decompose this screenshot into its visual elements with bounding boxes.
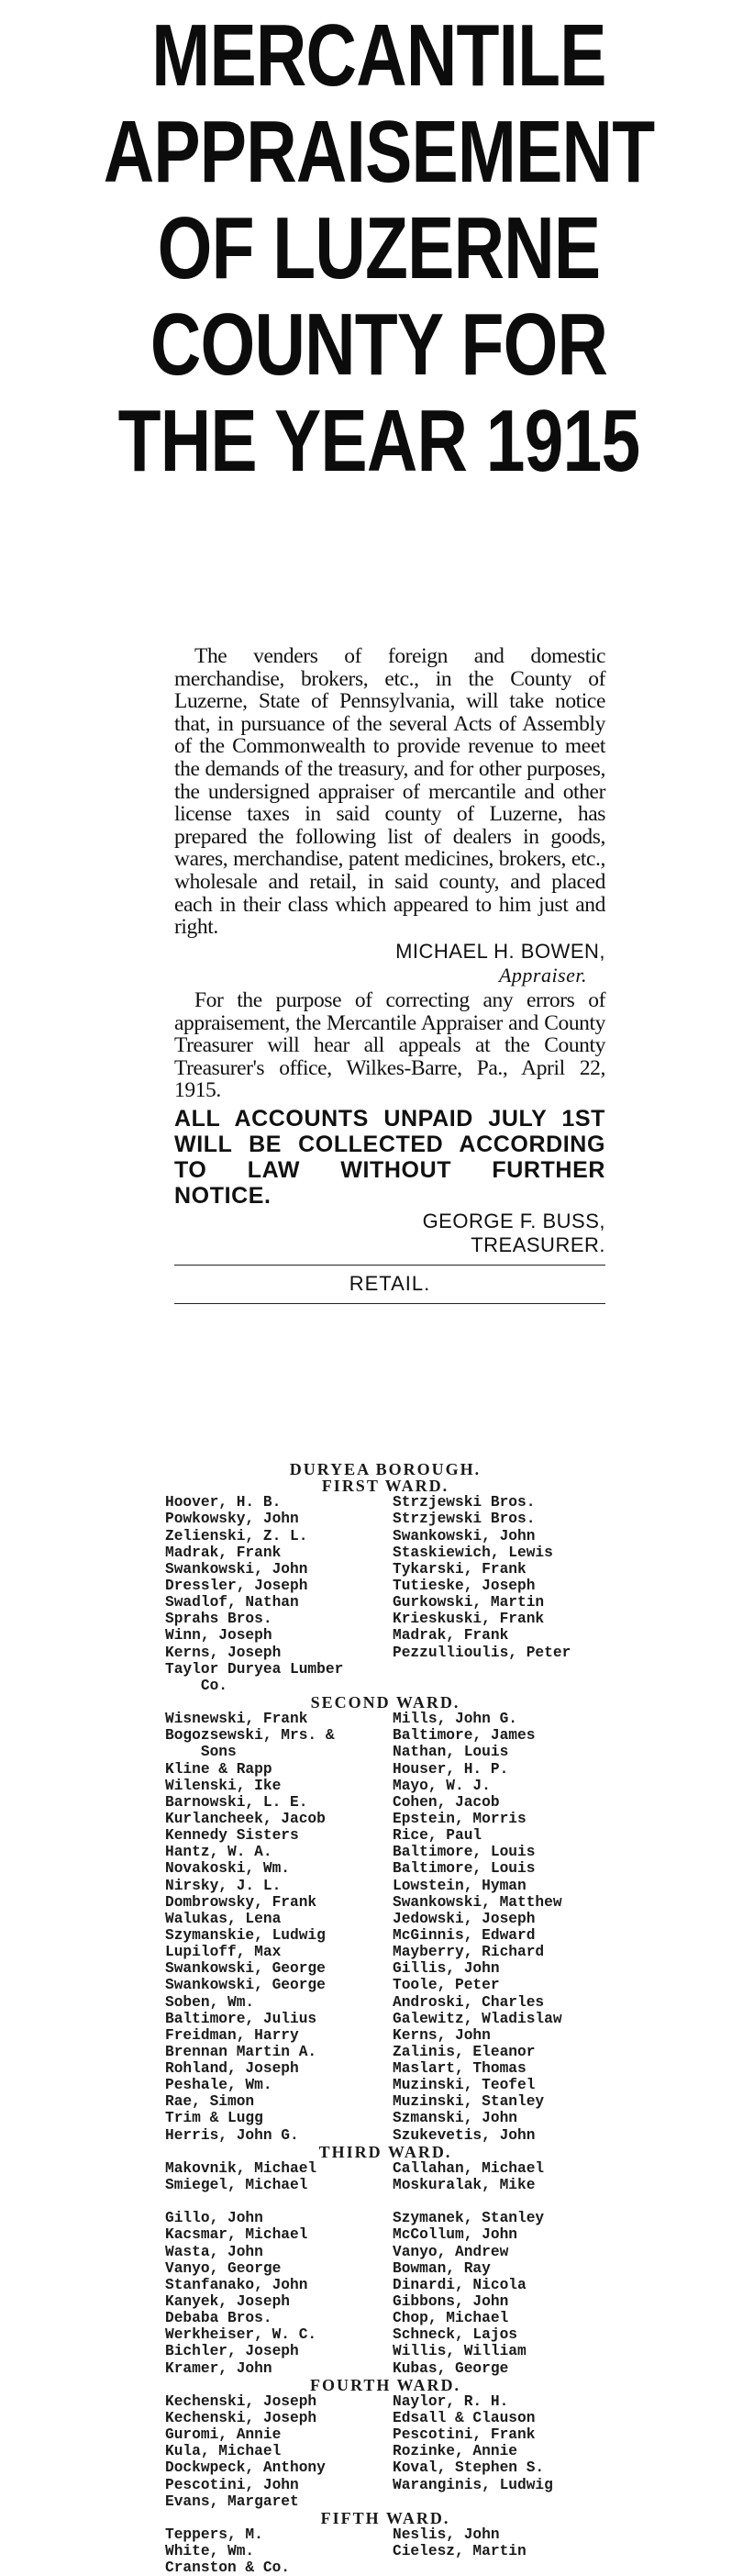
dealer-row (165, 2077, 605, 2093)
dealer-right (385, 1661, 605, 1678)
dealer-row (165, 1661, 605, 1678)
dealer-right: Moskuralak, Mike (393, 2177, 536, 2194)
dealer-row (165, 2226, 605, 2243)
dealer-left: Debaba Bros. (165, 2310, 272, 2327)
dealer-left: Bogozsewski, Mrs. & (165, 1727, 335, 1745)
dealer-left: Winn, Joseph (165, 1627, 272, 1645)
dealer-row (165, 1578, 605, 1594)
dealer-left: Kanyek, Joseph (165, 2293, 290, 2311)
dealer-right: Vanyo, Andrew (393, 2243, 509, 2260)
dealer-left: Stanfanako, John (165, 2276, 308, 2293)
dealer-row (165, 2127, 605, 2144)
dealer-row (165, 1544, 605, 1561)
dealer-right: Chop, Michael (393, 2310, 509, 2327)
dealer-right: Madrak, Frank (393, 1627, 509, 1645)
dealer-left: Hoover, H. B. (165, 1494, 282, 1511)
dealer-row (165, 2110, 605, 2126)
dealer-row (165, 2459, 605, 2476)
dealer-row (165, 1594, 605, 1611)
dealer-row (165, 2393, 605, 2410)
divider (174, 1303, 605, 1304)
dealer-row (165, 2493, 605, 2510)
dealer-right: Neslis, John (393, 2526, 500, 2543)
dealer-left: Swankowski, George (165, 1977, 326, 1994)
dealer-row (165, 2260, 605, 2277)
dealer-row (165, 1561, 605, 1578)
dealer-right: Mayberry, Richard (393, 1944, 545, 1961)
dealer-right: Swankowski, Matthew (393, 1893, 562, 1911)
dealer-left: Soben, Wm. (165, 1993, 255, 2011)
dealer-right: Swankowski, John (393, 1527, 536, 1544)
headline-line: COUNTY FOR (150, 296, 608, 394)
dealer-row (165, 1744, 605, 1760)
dealer-right: Koval, Stephen S. (393, 2459, 545, 2477)
dealer-left: Walukas, Lena (165, 1910, 282, 1927)
dealer-left: Rohland, Joseph (165, 2060, 299, 2078)
dealer-row (165, 1645, 605, 1661)
dealer-left: Baltimore, Julius (165, 2010, 317, 2027)
dealer-left: Vanyo, George (165, 2259, 282, 2277)
dealer-left (165, 2193, 385, 2210)
dealer-left: Kula, Michael (165, 2443, 282, 2460)
dealer-row (165, 2360, 605, 2377)
dealer-left: Smiegel, Michael (165, 2177, 308, 2194)
dealer-row (165, 2244, 605, 2260)
dealer-row (165, 1827, 605, 1844)
dealer-row (165, 2044, 605, 2060)
dealer-right: Maslart, Thomas (393, 2060, 527, 2078)
dealer-left: Werkheiser, W. C. (165, 2326, 317, 2344)
dealer-left: Swadlof, Nathan (165, 1594, 299, 1611)
dealer-row (165, 1894, 605, 1911)
dealer-left: Taylor Duryea Lumber (165, 1660, 344, 1678)
dealer-right: Nathan, Louis (393, 1744, 509, 1761)
dealer-left: Rae, Simon (165, 2093, 255, 2111)
dealer-right: Staskiewich, Lewis (393, 1544, 553, 1561)
appraiser-name: MICHAEL H. BOWEN, (395, 939, 605, 963)
dealer-row (165, 1927, 605, 1944)
dealer-row (165, 1911, 605, 1927)
dealer-row (165, 2559, 605, 2576)
dealer-row (165, 2526, 605, 2543)
dealer-right: Szukevetis, John (393, 2126, 536, 2144)
headline-line: APPRAISEMENT (103, 103, 655, 201)
ward-title: SECOND WARD. (310, 1692, 460, 1712)
headline-line: THE YEAR 1915 (117, 392, 640, 490)
dealer-left: Kurlancheek, Jacob (165, 1810, 326, 1827)
dealer-left: Nirsky, J. L. (165, 1877, 282, 1894)
dealer-row (165, 1844, 605, 1860)
dealer-right: Muzinski, Stanley (393, 2093, 545, 2111)
dealer-row (165, 2060, 605, 2077)
caps-notice: ALL ACCOUNTS UNPAID JULY 1ST WILL BE COLLECTED ACCORDING TO LAW WITHOUT FURTHER NOTICE. (174, 1105, 605, 1209)
headline-line: OF LUZERNE (157, 199, 601, 297)
dealer-row (165, 2177, 605, 2193)
dealer-right: Rice, Paul (393, 1827, 482, 1845)
dealer-left: Barnowski, L. E. (165, 1793, 308, 1811)
section-retail: RETAIL. (349, 1272, 431, 1296)
dealer-row (165, 1860, 605, 1877)
dealer-right: Waranginis, Ludwig (393, 2476, 553, 2493)
dealer-row (165, 1611, 605, 1627)
dealer-right: Gibbons, John (393, 2293, 509, 2311)
dealer-left: Wisnewski, Frank (165, 1711, 308, 1728)
dealer-left: Kennedy Sisters (165, 1827, 299, 1845)
dealer-left: Sons (165, 1744, 237, 1761)
appeal-paragraph: For the purpose of correcting any errors of appraisement, the Mercantile Appraiser and County Treasurer will hear all appeals at the County Treasurer's office, Wilkes-Barre, Pa., April 22, 1915. (174, 987, 605, 1103)
dealer-right: Szmanski, John (393, 2110, 517, 2127)
dealer-right: Epstein, Morris (393, 1810, 527, 1827)
headline-line: MERCANTILE (151, 6, 606, 105)
dealer-row (165, 2310, 605, 2326)
dealer-right: Cielesz, Martin (393, 2543, 527, 2560)
dealer-row (165, 2210, 605, 2226)
ward-title: FIRST WARD. (321, 1477, 449, 1496)
dealer-right: Gillis, John (393, 1960, 500, 1978)
dealer-left: Sprahs Bros. (165, 1611, 272, 1628)
dealer-row (165, 2093, 605, 2110)
appraiser-title: Appraiser. (498, 964, 587, 987)
dealer-right: Tykarski, Frank (393, 1560, 527, 1578)
dealer-right: Androski, Charles (393, 1993, 545, 2011)
dealer-left: Kacsmar, Michael (165, 2226, 308, 2244)
dealer-right: Mills, John G. (393, 1711, 517, 1728)
dealer-row (165, 1528, 605, 1544)
dealer-row (165, 1960, 605, 1977)
dealer-left: Swankowski, George (165, 1960, 326, 1978)
dealer-row (165, 1878, 605, 1894)
notice-body: The venders of foreign and domestic merchandise, brokers, etc., in the County of Luzerne, State of Pennsylvania, will take notice that, in pursuance of the several Acts of Assembly of the Commonwealth to provide revenue to meet the demands of the treasury, and for other purposes, the undersigned appraiser of mercantile and other license taxes in said county of Luzerne, has prepared the following list of dealers in goods, wares, merchandise, patent medicines, brokers, etc., wholesale and retail, in said county, and placed each in their class which appeared to him just and right. (174, 644, 605, 940)
dealer-row (165, 1944, 605, 1960)
dealer-right: Callahan, Michael (393, 2159, 545, 2177)
dealer-left: Peshale, Wm. (165, 2077, 272, 2094)
dealer-left: Teppers, M. (165, 2526, 263, 2543)
dealer-row (165, 1977, 605, 1993)
dealer-left: Brennan Martin A. (165, 2043, 317, 2060)
dealer-right: Pezzullioulis, Peter (393, 1644, 571, 1661)
dealer-right: McCollum, John (393, 2226, 517, 2244)
ward-title: FIFTH WARD. (320, 2508, 450, 2527)
dealer-right: Pescotini, Frank (393, 2426, 536, 2444)
dealer-left: Trim & Lugg (165, 2110, 263, 2127)
dealer-left: Evans, Margaret (165, 2492, 299, 2510)
dealer-row (165, 2443, 605, 2459)
dealer-left: Hantz, W. A. (165, 1844, 272, 1861)
treasurer-title: TREASURER. (471, 1233, 605, 1257)
treasurer-name: GEORGE F. BUSS, (422, 1209, 605, 1232)
dealer-left: Kline & Rapp (165, 1760, 272, 1778)
dealer-row (165, 2027, 605, 2044)
dealer-left: Dockwpeck, Anthony (165, 2459, 326, 2477)
dealer-right: Bowman, Ray (393, 2259, 491, 2277)
dealer-left: Zelienski, Z. L. (165, 1527, 308, 1544)
dealer-row (165, 1778, 605, 1794)
dealer-right: Tutieske, Joseph (393, 1577, 536, 1594)
dealer-left: Makovnik, Michael (165, 2159, 317, 2177)
dealer-row (165, 2277, 605, 2293)
dealer-row (165, 2343, 605, 2359)
dealer-left: Kechenski, Joseph (165, 2392, 317, 2410)
dealer-row (165, 2543, 605, 2559)
dealer-right: Dinardi, Nicola (393, 2276, 527, 2293)
ward-title: THIRD WARD. (318, 2142, 452, 2161)
dealer-right (385, 1678, 605, 1694)
dealer-right: Kubas, George (393, 2359, 509, 2377)
dealer-row (165, 1627, 605, 1644)
dealer-left: Wilenski, Ike (165, 1777, 282, 1794)
dealer-row (165, 1727, 605, 1744)
dealer-right: Naylor, R. H. (393, 2392, 509, 2410)
dealer-row (165, 1494, 605, 1511)
dealer-right: Kerns, John (393, 2026, 491, 2044)
dealer-right: Strzjewski Bros. (393, 1494, 536, 1511)
dealer-row (165, 1511, 605, 1527)
dealer-left: Co. (165, 1677, 227, 1694)
dealer-left: Dombrowsky, Frank (165, 1893, 317, 1911)
dealer-left: White, Wm. (165, 2543, 255, 2560)
dealer-left: Gillo, John (165, 2210, 263, 2227)
dealer-row (165, 2477, 605, 2493)
dealer-right: Baltimore, Louis (393, 1860, 536, 1878)
dealer-right (385, 2493, 605, 2510)
notice-block (174, 645, 605, 1311)
dealer-right: Zalinis, Eleanor (393, 2043, 536, 2060)
dealer-right: Houser, H. P. (393, 1760, 509, 1778)
dealer-left: Novakoski, Wm. (165, 1860, 290, 1878)
divider (174, 1265, 605, 1266)
dealer-left: Kramer, John (165, 2359, 272, 2377)
dealer-right: Baltimore, Louis (393, 1844, 536, 1861)
dealer-row (165, 2193, 605, 2210)
dealer-row (165, 1811, 605, 1827)
dealer-right: Schneck, Lajos (393, 2326, 517, 2344)
dealer-left: Cranston & Co. (165, 2559, 290, 2576)
dealer-left: Powkowsky, John (165, 1511, 299, 1528)
borough-title: DURYEA BOROUGH. (289, 1460, 482, 1478)
dealer-left: Bichler, Joseph (165, 2343, 299, 2360)
dealer-right: Willis, William (393, 2343, 527, 2360)
dealer-left: Kerns, Joseph (165, 1644, 282, 1661)
dealer-left: Lupiloff, Max (165, 1944, 282, 1961)
headline (89, 7, 669, 489)
dealer-left: Wasta, John (165, 2243, 263, 2260)
dealer-right: Toole, Peter (393, 1977, 500, 1994)
dealer-right (385, 2193, 605, 2210)
dealer-right: Lowstein, Hyman (393, 1877, 527, 1894)
dealer-right: McGinnis, Edward (393, 1926, 536, 1944)
dealer-right: Edsall & Clauson (393, 2410, 536, 2427)
dealer-right: Muzinski, Teofel (393, 2077, 536, 2094)
dealer-row (165, 1678, 605, 1694)
dealer-row (165, 2160, 605, 2177)
ward-title: FOURTH WARD. (309, 2375, 461, 2394)
dealer-right (385, 2559, 605, 2576)
dealer-row (165, 2326, 605, 2343)
dealer-left: Madrak, Frank (165, 1544, 282, 1561)
dealer-row (165, 2426, 605, 2443)
dealer-left: Herris, John G. (165, 2126, 299, 2144)
dealer-right: Galewitz, Wladislaw (393, 2010, 562, 2027)
dealer-row (165, 2293, 605, 2310)
dealer-right: Baltimore, James (393, 1727, 536, 1745)
dealer-left: Swankowski, John (165, 1560, 308, 1578)
dealer-row (165, 2410, 605, 2426)
dealer-right: Krieskuski, Frank (393, 1611, 545, 1628)
dealer-right: Mayo, W. J. (393, 1777, 491, 1794)
dealer-left: Dressler, Joseph (165, 1577, 308, 1594)
dealer-row (165, 1761, 605, 1778)
dealer-right: Jedowski, Joseph (393, 1910, 536, 1927)
dealer-left: Szymanskie, Ludwig (165, 1926, 326, 1944)
dealer-row (165, 1794, 605, 1811)
dealer-right: Strzjewski Bros. (393, 1511, 536, 1528)
dealer-left: Pescotini, John (165, 2476, 299, 2493)
dealer-row (165, 1711, 605, 1727)
dealer-row (165, 2011, 605, 2027)
dealer-right: Szymanek, Stanley (393, 2210, 545, 2227)
dealer-row (165, 1994, 605, 2011)
dealer-left: Kechenski, Joseph (165, 2410, 317, 2427)
dealer-left: Guromi, Annie (165, 2426, 282, 2444)
dealer-right: Cohen, Jacob (393, 1793, 500, 1811)
dealer-left: Freidman, Harry (165, 2026, 299, 2044)
dealer-list (165, 1461, 605, 2576)
dealer-right: Rozinke, Annie (393, 2443, 517, 2460)
dealer-right: Gurkowski, Martin (393, 1594, 545, 1611)
